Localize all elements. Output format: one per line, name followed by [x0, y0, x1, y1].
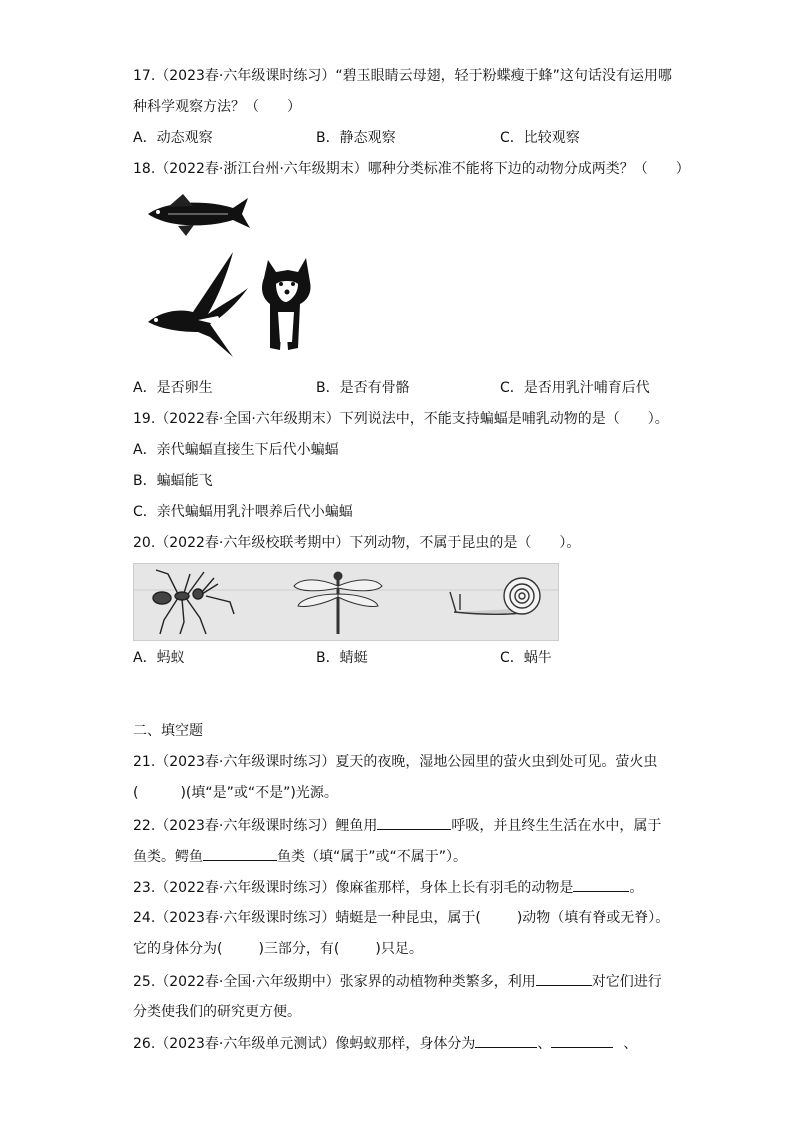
fish-image — [148, 194, 250, 236]
q26-separator-2: 、 — [623, 1036, 638, 1052]
q18-option-c: C．是否用乳汁哺育后代 — [500, 380, 650, 396]
q23-line1 — [133, 877, 643, 898]
q20-option-b: B．蜻蜓 — [316, 650, 368, 666]
snail-image — [450, 578, 540, 614]
q26-line1-text-a: 26.（2023春·六年级单元测试）像蚂蚁那样，身体分为 — [133, 1036, 476, 1052]
q23-answer-blank[interactable] — [573, 877, 629, 892]
q26-answer-blank-2[interactable] — [551, 1033, 613, 1048]
q22-line2 — [133, 846, 467, 867]
q22-answer-blank-2[interactable] — [203, 846, 277, 861]
q20-option-a: A．蚂蚁 — [133, 650, 185, 666]
q17-option-a: A．动态观察 — [133, 130, 213, 146]
q21-line2-text: )(填“是”或“不是”)光源。 — [180, 785, 338, 801]
q25-answer-blank[interactable] — [536, 971, 592, 986]
q18-option-a: A．是否卵生 — [133, 380, 213, 396]
q24-line2-text-a: 它的身体分为( — [133, 941, 223, 957]
q22-line2-text-a: 鱼类。鳄鱼 — [133, 849, 203, 865]
q25-line1-text-a: 25.（2022春·全国·六年级期中）张家界的动植物种类繁多，利用 — [133, 974, 536, 990]
ant-image — [153, 570, 234, 634]
q17-line2: 种科学观察方法？（ ） — [133, 99, 301, 115]
q22-line1 — [133, 815, 661, 836]
q24-line2-text-b: )三部分，有( — [258, 941, 340, 957]
dog-image — [262, 258, 311, 350]
q22-answer-blank-1[interactable] — [377, 815, 451, 830]
q18-option-b: B．是否有骨骼 — [316, 380, 410, 396]
q19-option-a: A．亲代蝙蝠直接生下后代小蝙蝠 — [133, 442, 339, 458]
q24-line1-text-b: )动物（填有脊或无脊）。 — [516, 910, 670, 926]
q18-line1: 18.（2022春·浙江台州·六年级期末）哪种分类标准不能将下边的动物分成两类？（ ） — [133, 161, 690, 177]
q21-line2 — [133, 783, 338, 803]
q17-line1: 17.（2023春·六年级课时练习）“碧玉眼睛云母翅，轻于粉蝶瘦于蜂”这句话没有运用哪 — [133, 68, 672, 84]
dragonfly-image — [294, 572, 382, 634]
animals-figure — [138, 192, 328, 364]
q17-option-c: C．比较观察 — [500, 130, 580, 146]
q24-line2 — [133, 939, 423, 959]
q22-line1-text-a: 22.（2023春·六年级课时练习）鲤鱼用 — [133, 818, 378, 834]
section-title: 二、填空题 — [133, 723, 203, 739]
q26-answer-blank-1[interactable] — [475, 1033, 537, 1048]
q19-line1: 19.（2022春·全国·六年级期末）下列说法中，不能支持蝙蝠是哺乳动物的是（ ）。 — [133, 411, 669, 427]
q22-line2-text-b: 鱼类（填“属于”或“不属于”）。 — [277, 849, 468, 865]
q23-line1-text-b: 。 — [629, 880, 644, 896]
q25-line2: 分类使我们的研究更方便。 — [133, 1004, 301, 1020]
q25-line1 — [133, 971, 662, 992]
q20-option-c: C．蜗牛 — [500, 650, 552, 666]
q19-option-b: B．蝙蝠能飞 — [133, 473, 213, 489]
q22-line1-text-b: 呼吸，并且终生生活在水中，属于 — [451, 818, 662, 834]
q19-option-c: C．亲代蝙蝠用乳汁喂养后代小蝙蝠 — [133, 504, 353, 520]
insects-image-strip — [133, 563, 559, 641]
q20-line1: 20.（2022春·六年级校联考期中）下列动物，不属于昆虫的是（ ）。 — [133, 535, 581, 551]
q24-line2-text-c: )只足。 — [375, 941, 423, 957]
q25-line1-text-b: 对它们进行 — [591, 974, 662, 990]
q21-line1: 21.（2023春·六年级课时练习）夏天的夜晚，湿地公园里的萤火虫到处可见。萤火虫 — [133, 754, 658, 770]
q26-line1 — [133, 1033, 637, 1054]
q26-separator-1: 、 — [537, 1036, 552, 1052]
q24-line1 — [133, 908, 669, 928]
q24-line1-text-a: 24.（2023春·六年级课时练习）蜻蜓是一种昆虫，属于( — [133, 910, 481, 926]
swallow-image — [148, 252, 248, 357]
q21-paren-open: ( — [133, 785, 139, 801]
q17-option-b: B．静态观察 — [316, 130, 396, 146]
q23-line1-text-a: 23.（2022春·六年级课时练习）像麻雀那样，身体上长有羽毛的动物是 — [133, 880, 574, 896]
